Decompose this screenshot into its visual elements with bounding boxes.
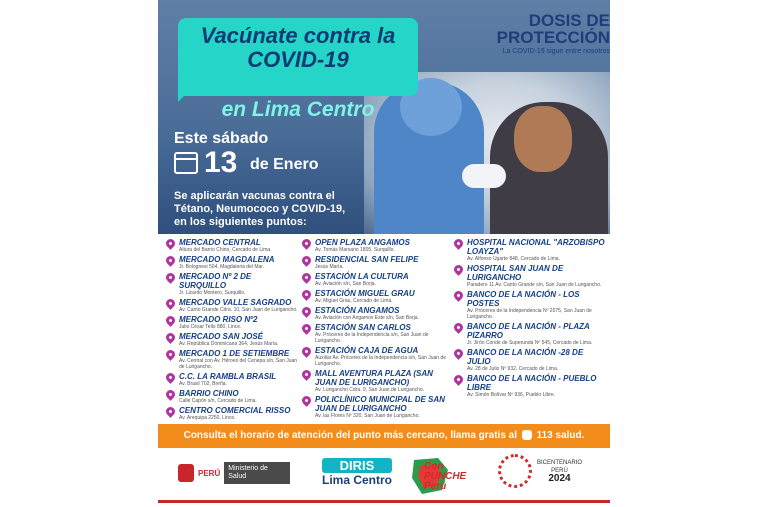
location-pin-icon — [300, 288, 313, 301]
location-address: Auxiliar Av. Próceres de la Independencia s/n, San Juan de Lurigancho. — [315, 355, 447, 367]
location-address: Av. Aviación con Angamos Este s/n, San Borja. — [315, 315, 419, 321]
location-item — [166, 238, 298, 253]
bicentenario-text — [537, 459, 582, 483]
location-pin-icon — [300, 322, 313, 335]
location-item — [302, 289, 452, 304]
location-pin-icon — [452, 263, 465, 276]
location-address: Av. 28 de Julio Nº 932, Cercado de Lima. — [467, 366, 559, 372]
intro-line1: Se aplicarán vacunas contra el — [174, 190, 335, 202]
locations-column-2 — [302, 238, 452, 421]
location-name: ESTACIÓN ANGAMOS — [315, 306, 400, 315]
peru-label: PERÚ — [198, 468, 221, 478]
diris-top-label: DIRIS — [322, 458, 392, 473]
location-address: Jr. Lizardo Montero, Surquillo. — [179, 290, 246, 296]
location-pin-icon — [452, 321, 465, 334]
location-item — [454, 374, 606, 398]
location-item — [166, 332, 298, 347]
locations-column-1 — [166, 238, 298, 423]
location-pin-icon — [164, 254, 177, 267]
location-name: MERCADO 1 DE SETIEMBRE — [179, 349, 290, 358]
location-address: Av. Miguel Grau, Cercado de Lima. — [315, 298, 393, 304]
location-address: Jesús María. — [315, 264, 344, 270]
title-line2: COVID-19 — [247, 47, 349, 72]
location-name: RESIDENCIAL SAN FELIPE — [315, 255, 419, 264]
location-item — [454, 264, 606, 288]
location-pin-icon — [164, 314, 177, 327]
location-name: BARRIO CHINO — [179, 389, 239, 398]
location-address: Paradero 11 Av. Canto Grande s/n, San Juan de Lurigancho. — [467, 282, 602, 288]
location-name: ESTACIÓN MIGUEL GRAU — [315, 289, 415, 298]
location-pin-icon — [452, 237, 465, 250]
punche-top: Con — [424, 461, 444, 472]
location-pin-icon — [300, 254, 313, 267]
punche-bot: Perú — [424, 481, 447, 492]
calendar-icon — [174, 152, 198, 174]
location-pin-icon — [452, 347, 465, 360]
location-item — [302, 255, 452, 270]
location-name: CENTRO COMERCIAL RISSO — [179, 406, 291, 415]
bicentenario-logo — [498, 454, 582, 488]
location-name: MERCADO SAN JOSÉ — [179, 332, 264, 341]
location-item — [302, 323, 452, 344]
location-item — [454, 322, 606, 346]
footer-divider — [158, 500, 610, 503]
location-name: POLICLÍNICO MUNICIPAL DE SAN JUAN DE LURIGANCHO — [315, 395, 445, 413]
title-box-tail — [178, 88, 192, 102]
location-item — [302, 272, 452, 287]
location-pin-icon — [164, 371, 177, 384]
minsa-label: Ministerio de Salud — [224, 462, 290, 484]
location-name: ESTACIÓN LA CULTURA — [315, 272, 409, 281]
location-item — [302, 395, 452, 419]
phone-icon — [522, 430, 532, 440]
consult-bar — [158, 424, 610, 448]
location-name: HOSPITAL SAN JUAN DE LURIGANCHO — [467, 264, 564, 282]
intro-line2: Tétano, Neumococo y COVID-19, — [174, 203, 346, 215]
consult-text: Consulta el horario de atención del punto más cercano, llama gratis al — [183, 430, 518, 441]
location-pin-icon — [164, 331, 177, 344]
intro-line3: en los siguientes puntos: — [174, 216, 307, 228]
logos-footer — [158, 448, 610, 507]
location-name: ESTACIÓN CAJA DE AGUA — [315, 346, 419, 355]
location-item — [166, 349, 298, 370]
location-address: Av. Brasil 702, Breña. — [179, 381, 227, 387]
title-line1: Vacúnate contra la — [200, 23, 396, 48]
poster-header — [158, 0, 610, 234]
campaign-title-line1: DOSIS DE — [528, 11, 610, 30]
location-pin-icon — [300, 271, 313, 284]
month-label: de Enero — [250, 156, 319, 173]
location-name: MERCADO RISO Nº2 — [179, 315, 258, 324]
location-address: Av. Aviación s/n, San Borja. — [315, 281, 376, 287]
punche-text — [424, 462, 466, 492]
locations-list — [166, 238, 606, 421]
location-address: Av. Próceres de la Independencia s/n, San Juan de Lurigancho. — [315, 332, 429, 344]
locations-column-3 — [454, 238, 606, 400]
day-number: 13 — [204, 146, 238, 179]
location-item — [166, 272, 298, 296]
location-pin-icon — [300, 305, 313, 318]
location-address: Jr. Jirón Conde de Superunda Nº 545, Cercado de Lima. — [467, 340, 593, 346]
location-item — [302, 346, 452, 367]
location-item — [454, 348, 606, 372]
diris-bottom-label: Lima Centro — [322, 473, 393, 487]
location-pin-icon — [300, 368, 313, 381]
location-name: MERCADO VALLE SAGRADO — [179, 298, 292, 307]
diris-logo — [322, 458, 392, 487]
location-item — [454, 290, 606, 320]
location-address: Av. las Flores Nº 320, San Juan de Lurigancho. — [315, 413, 420, 419]
location-item — [454, 238, 606, 262]
patient-face — [514, 106, 572, 172]
vaccination-photo — [364, 72, 610, 234]
bicentenario-year: 2024 — [548, 473, 571, 484]
location-pin-icon — [300, 345, 313, 358]
location-item — [166, 255, 298, 270]
location-pin-icon — [164, 405, 177, 418]
intro-text — [174, 190, 374, 229]
campaign-subtitle: La COVID-19 sigue entre nosotros — [502, 48, 610, 55]
punche-mid: PUNCHE — [424, 471, 467, 482]
con-punche-peru-logo — [408, 456, 468, 496]
location-address: Av. Arequipa 2250, Lince. — [179, 415, 236, 421]
bicentenario-label: BICENTENARIO — [537, 460, 583, 466]
location-address: Av. Simón Bolívar Nº 936, Pueblo Libre. — [467, 392, 556, 398]
location-address: Av. Lurigancho Cdra. 9, San Juan de Lurigancho. — [315, 387, 425, 393]
location-name: MERCADO MAGDALENA — [179, 255, 275, 264]
location-item — [166, 298, 298, 313]
location-pin-icon — [164, 388, 177, 401]
location-name: MERCADO Nº 2 DE SURQUILLO — [179, 272, 252, 290]
location-name: MALL AVENTURA PLAZA (SAN JUAN DE LURIGANCHO) — [315, 369, 433, 387]
location-name: C.C. LA RAMBLA BRASIL — [179, 372, 277, 381]
saturday-label: Este sábado — [174, 130, 269, 147]
campaign-logo — [470, 12, 610, 55]
location-address: Av. Alfonso Ugarte 848, Cercado de Lima. — [467, 256, 560, 262]
location-item — [166, 406, 298, 421]
location-name: BANCO DE LA NACIÓN - LOS POSTES — [467, 290, 580, 308]
location-title: en Lima Centro — [221, 98, 375, 121]
gloved-hand — [462, 164, 506, 188]
location-pin-icon — [452, 373, 465, 386]
location-pin-icon — [164, 348, 177, 361]
location-pin-icon — [164, 271, 177, 284]
campaign-title-line2: PROTECCIÓN — [496, 28, 610, 47]
location-pin-icon — [164, 237, 177, 250]
location-address: Jr. Bolognesi 504, Magdalena del Mar. — [179, 264, 265, 270]
location-item — [302, 306, 452, 321]
location-address: Av. Tomás Marsano 1805, Surquillo. — [315, 247, 395, 253]
location-address: Av. República Dominicana 364, Jesús María. — [179, 341, 279, 347]
location-address: Av. Central con Av. Héroes del Cenepa s/n, San Juan de Lurigancho. — [179, 358, 298, 370]
location-address: Av. Próceres de la Independencia Nº 2075, San Juan de Lurigancho. — [467, 308, 592, 320]
location-name: BANCO DE LA NACIÓN - PLAZA PIZARRO — [467, 322, 590, 340]
location-name: BANCO DE LA NACIÓN -28 DE JULIO — [467, 348, 584, 366]
location-address: Calle Capón s/n, Cercado de Lima. — [179, 398, 257, 404]
location-name: ESTACIÓN SAN CARLOS — [315, 323, 411, 332]
bicentenario-country: PERÚ — [551, 468, 568, 474]
poster-title — [180, 24, 416, 72]
location-pin-icon — [300, 394, 313, 407]
location-item — [166, 315, 298, 330]
location-item — [166, 372, 298, 387]
location-item — [302, 238, 452, 253]
phone-number: 113 salud. — [536, 430, 585, 441]
location-name: BANCO DE LA NACIÓN - PUEBLO LIBRE — [467, 374, 597, 392]
vaccination-poster — [158, 0, 610, 507]
location-name: HOSPITAL NACIONAL "ARZOBISPO LOAYZA" — [467, 238, 605, 256]
peru-shield-icon — [178, 464, 194, 482]
location-pin-icon — [452, 289, 465, 302]
minsa-logo — [178, 462, 290, 484]
location-item — [302, 369, 452, 393]
location-pin-icon — [300, 237, 313, 250]
bicentenario-emblem-icon — [498, 454, 532, 488]
location-address: Altura del Barrio Chino, Cercado de Lima. — [179, 247, 272, 253]
location-name: OPEN PLAZA ANGAMOS — [315, 238, 410, 247]
location-pin-icon — [164, 297, 177, 310]
location-address: Julio César Tello 880, Lince. — [179, 324, 242, 330]
location-name: MERCADO CENTRAL — [179, 238, 261, 247]
location-address: Av. Canto Grande Cdra. 10, San Juan de Lurigancho. — [179, 307, 298, 313]
location-item — [166, 389, 298, 404]
